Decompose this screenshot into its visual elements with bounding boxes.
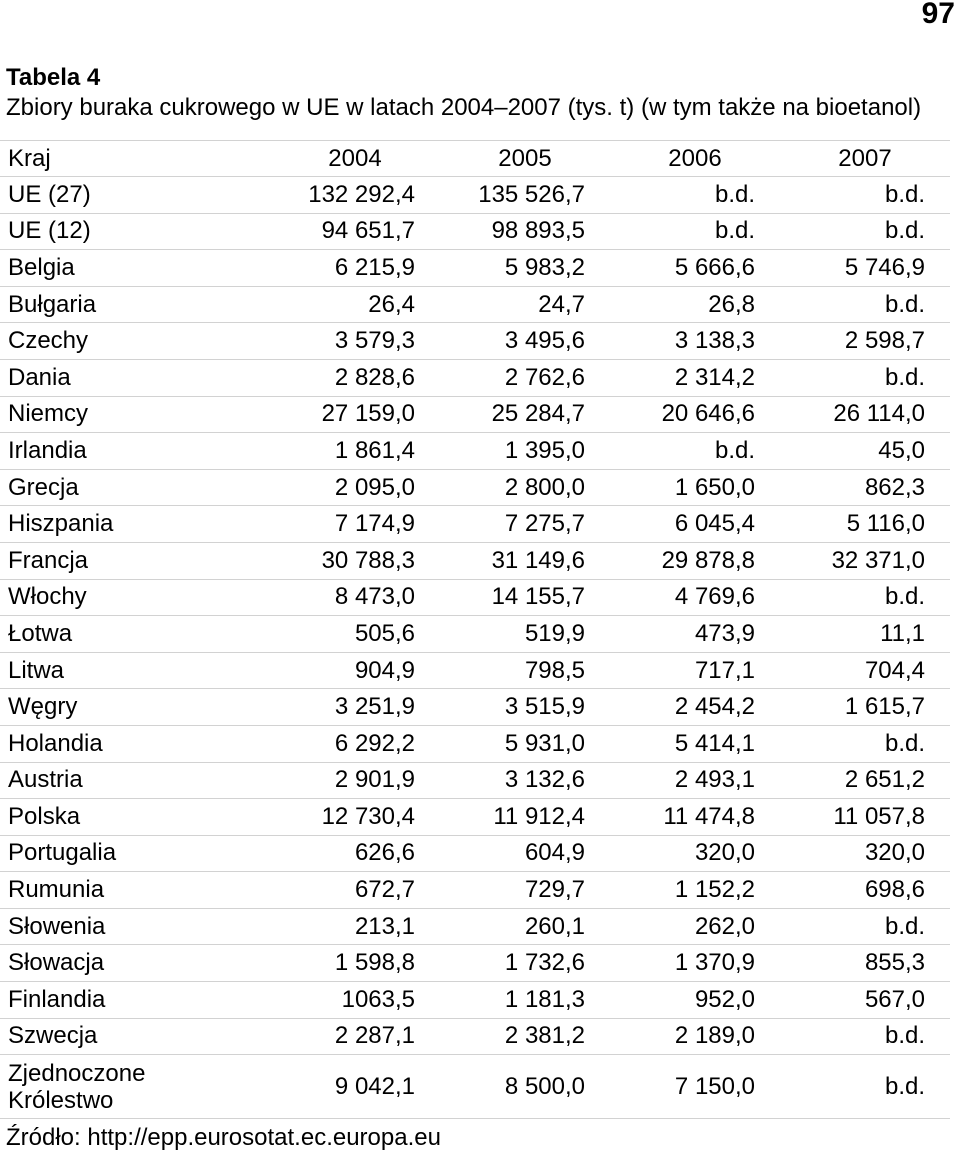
- cell-2005: 2 762,6: [504, 363, 585, 391]
- cell-2004: 8 473,0: [334, 583, 415, 611]
- table-row: [0, 214, 950, 251]
- cell-2006: 2 189,0: [674, 1022, 755, 1050]
- table-row: [0, 543, 950, 580]
- cell-country: Grecja: [8, 473, 79, 501]
- cell-2005: 1 395,0: [504, 436, 585, 464]
- cell-2004: 12 730,4: [321, 802, 415, 830]
- cell-2004: 132 292,4: [308, 180, 415, 208]
- cell-2006: 320,0: [694, 839, 755, 867]
- cell-2006: 1 370,9: [674, 949, 755, 977]
- header-cell-2006: 2006: [668, 144, 722, 172]
- cell-2006: 2 314,2: [674, 363, 755, 391]
- cell-2007: b.d.: [884, 217, 925, 245]
- table-caption: Zbiory buraka cukrowego w UE w latach 2004–2007 (tys. t) (w tym także na bioetanol): [6, 94, 922, 121]
- cell-2004: 27 159,0: [321, 400, 415, 428]
- cell-country: Polska: [8, 802, 81, 830]
- cell-2007: 45,0: [878, 436, 925, 464]
- cell-country: UE (27): [8, 180, 91, 208]
- cell-2006: 2 493,1: [674, 766, 755, 794]
- cell-2005: 1 181,3: [504, 985, 585, 1013]
- table-row: [0, 616, 950, 653]
- cell-2007: 2 598,7: [844, 327, 925, 355]
- cell-2007: 26 114,0: [833, 400, 925, 428]
- cell-2006: 3 138,3: [674, 327, 755, 355]
- cell-2007: 1 615,7: [844, 693, 925, 721]
- cell-2006: 29 878,8: [661, 546, 755, 574]
- cell-2006: 5 414,1: [674, 729, 755, 757]
- cell-2005: 24,7: [538, 290, 585, 318]
- cell-country: Litwa: [8, 656, 65, 684]
- cell-2005: 2 800,0: [504, 473, 585, 501]
- source-note: Źródło: http://epp.eurosotat.ec.europa.eu: [6, 1124, 441, 1151]
- cell-2005: 31 149,6: [491, 546, 585, 574]
- cell-country: Francja: [8, 546, 89, 574]
- cell-country: Łotwa: [8, 619, 73, 647]
- cell-2005: 14 155,7: [491, 583, 585, 611]
- cell-2007: b.d.: [884, 1022, 925, 1050]
- cell-2004: 672,7: [354, 876, 415, 904]
- cell-2004: 9 042,1: [334, 1072, 415, 1100]
- cell-country: Niemcy: [8, 400, 89, 428]
- cell-country: Słowenia: [8, 912, 106, 940]
- cell-2004: 213,1: [354, 912, 415, 940]
- table-row: [0, 909, 950, 946]
- cell-2007: 855,3: [864, 949, 925, 977]
- cell-country: Słowacja: [8, 949, 105, 977]
- header-cell-2005: 2005: [498, 144, 552, 172]
- table-row: [0, 763, 950, 800]
- cell-2007: 5 116,0: [846, 510, 925, 538]
- table-row: [0, 433, 950, 470]
- cell-2007: b.d.: [884, 180, 925, 208]
- cell-2007: b.d.: [884, 583, 925, 611]
- cell-country: Szwecja: [8, 1022, 98, 1050]
- cell-2004: 2 901,9: [334, 766, 415, 794]
- cell-country: UE (12): [8, 217, 91, 245]
- cell-country: Irlandia: [8, 436, 87, 464]
- cell-2007: b.d.: [884, 363, 925, 391]
- cell-2005: 8 500,0: [504, 1072, 585, 1100]
- cell-2006: 7 150,0: [674, 1072, 755, 1100]
- cell-2006: 20 646,6: [661, 400, 755, 428]
- cell-2005: 5 983,2: [504, 253, 585, 281]
- table-label: Tabela 4: [6, 64, 101, 91]
- header-cell-2007: 2007: [838, 144, 892, 172]
- cell-2007: 862,3: [864, 473, 925, 501]
- cell-2007: 11,1: [880, 619, 925, 647]
- data-table: [0, 140, 950, 1119]
- cell-2004: 626,6: [354, 839, 415, 867]
- table-row: [0, 836, 950, 873]
- cell-2005: 604,9: [524, 839, 585, 867]
- cell-2005: 5 931,0: [504, 729, 585, 757]
- cell-country: Holandia: [8, 729, 103, 757]
- cell-2005: 11 912,4: [493, 802, 585, 830]
- table-row: [0, 1019, 950, 1056]
- cell-2004: 2 095,0: [334, 473, 415, 501]
- cell-2007: 567,0: [864, 985, 925, 1013]
- cell-2007: 698,6: [864, 876, 925, 904]
- table-row: [0, 689, 950, 726]
- cell-2006: 11 474,8: [663, 802, 755, 830]
- cell-2004: 26,4: [368, 290, 415, 318]
- cell-2005: 3 515,9: [504, 693, 585, 721]
- cell-2004: 904,9: [354, 656, 415, 684]
- cell-2005: 135 526,7: [478, 180, 585, 208]
- cell-country: Zjednoczone Królestwo: [8, 1059, 146, 1114]
- cell-country: Portugalia: [8, 839, 117, 867]
- cell-2005: 3 132,6: [504, 766, 585, 794]
- cell-2007: b.d.: [884, 729, 925, 757]
- table-row: [0, 872, 950, 909]
- cell-country: Austria: [8, 766, 83, 794]
- cell-2004: 94 651,7: [321, 217, 415, 245]
- table-row: [0, 397, 950, 434]
- cell-2007: 704,4: [864, 656, 925, 684]
- header-cell-country: Kraj: [8, 144, 51, 172]
- cell-2005: 519,9: [524, 619, 585, 647]
- cell-2006: 952,0: [694, 985, 755, 1013]
- table-row: [0, 323, 950, 360]
- cell-2007: b.d.: [884, 290, 925, 318]
- cell-country: Rumunia: [8, 876, 105, 904]
- cell-2006: b.d.: [714, 180, 755, 208]
- cell-2006: 4 769,6: [674, 583, 755, 611]
- cell-2004: 1 598,8: [334, 949, 415, 977]
- cell-country: Dania: [8, 363, 71, 391]
- cell-2007: 5 746,9: [844, 253, 925, 281]
- table-header-row: [0, 140, 950, 177]
- cell-country: Hiszpania: [8, 510, 114, 538]
- table-row: [0, 945, 950, 982]
- cell-2007: 2 651,2: [844, 766, 925, 794]
- cell-2004: 3 251,9: [334, 693, 415, 721]
- cell-2007: b.d.: [884, 1072, 925, 1100]
- cell-2006: 473,9: [694, 619, 755, 647]
- table-row: [0, 653, 950, 690]
- cell-2006: b.d.: [714, 436, 755, 464]
- cell-2006: 26,8: [708, 290, 755, 318]
- cell-2006: 1 650,0: [674, 473, 755, 501]
- cell-2004: 1 861,4: [334, 436, 415, 464]
- cell-2004: 6 215,9: [334, 253, 415, 281]
- cell-2007: 32 371,0: [831, 546, 925, 574]
- cell-2006: 262,0: [694, 912, 755, 940]
- cell-2007: 320,0: [864, 839, 925, 867]
- table-row: [0, 506, 950, 543]
- cell-2006: 1 152,2: [674, 876, 755, 904]
- table-row: [0, 360, 950, 397]
- cell-2006: 717,1: [694, 656, 755, 684]
- cell-2006: 6 045,4: [674, 510, 755, 538]
- table-row: [0, 726, 950, 763]
- cell-2005: 798,5: [524, 656, 585, 684]
- cell-2007: 11 057,8: [833, 802, 925, 830]
- cell-2004: 2 287,1: [334, 1022, 415, 1050]
- cell-2006: 5 666,6: [674, 253, 755, 281]
- cell-2006: 2 454,2: [674, 693, 755, 721]
- cell-2004: 1063,5: [341, 985, 415, 1013]
- cell-2005: 1 732,6: [504, 949, 585, 977]
- table-row: [0, 1055, 950, 1119]
- cell-2005: 260,1: [524, 912, 585, 940]
- cell-2005: 2 381,2: [504, 1022, 585, 1050]
- cell-country: Finlandia: [8, 985, 106, 1013]
- cell-country: Czechy: [8, 327, 89, 355]
- cell-2004: 7 174,9: [334, 510, 415, 538]
- cell-country: Bułgaria: [8, 290, 97, 318]
- cell-2006: b.d.: [714, 217, 755, 245]
- cell-2004: 505,6: [354, 619, 415, 647]
- cell-2005: 98 893,5: [491, 217, 585, 245]
- table-row: [0, 250, 950, 287]
- cell-2007: b.d.: [884, 912, 925, 940]
- table-row: [0, 287, 950, 324]
- cell-2004: 6 292,2: [334, 729, 415, 757]
- table-row: [0, 799, 950, 836]
- cell-2004: 30 788,3: [321, 546, 415, 574]
- cell-2005: 729,7: [524, 876, 585, 904]
- cell-2005: 25 284,7: [491, 400, 585, 428]
- cell-country: Włochy: [8, 583, 87, 611]
- table-row: [0, 470, 950, 507]
- cell-2005: 3 495,6: [504, 327, 585, 355]
- table-row: [0, 580, 950, 617]
- header-cell-2004: 2004: [328, 144, 382, 172]
- cell-country: Belgia: [8, 253, 75, 281]
- cell-2004: 3 579,3: [334, 327, 415, 355]
- table-row: [0, 982, 950, 1019]
- table-row: [0, 177, 950, 214]
- cell-country: Węgry: [8, 693, 78, 721]
- cell-2004: 2 828,6: [334, 363, 415, 391]
- page-number: 97: [921, 0, 955, 30]
- cell-2005: 7 275,7: [504, 510, 585, 538]
